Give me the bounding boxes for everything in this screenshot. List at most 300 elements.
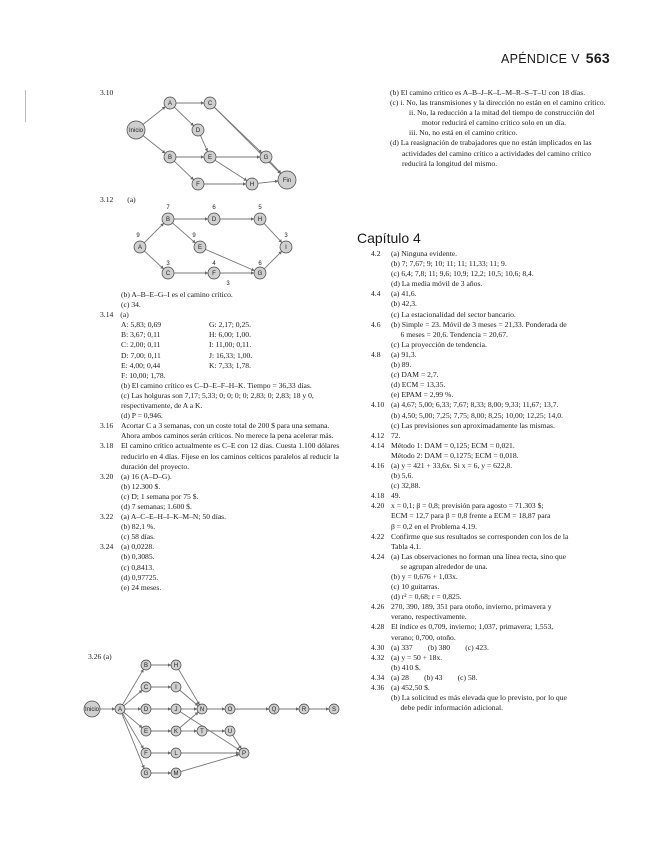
activity-time: B: 3,67; 0,11	[121, 330, 161, 340]
problem-number	[371, 481, 391, 491]
problem-number	[371, 299, 391, 309]
problem-number	[371, 633, 391, 643]
arrow-head	[168, 751, 171, 755]
network-node	[171, 768, 181, 778]
chapter-4-line	[371, 390, 611, 400]
chapter-4-line	[371, 622, 611, 632]
problem-3-14-d: (d) P = 0,946.	[121, 411, 163, 421]
problem-3-14-a: (a)	[120, 310, 129, 320]
problem-number: 4.24	[371, 551, 385, 561]
chapter-4-line	[371, 451, 611, 461]
problem-3-14-label: 3.14	[100, 310, 114, 320]
answer-text: (b) 89.	[391, 360, 412, 370]
activity-times-table	[100, 320, 340, 370]
activity-time: I: 11,00; 0,11.	[209, 340, 252, 350]
network-node	[171, 704, 181, 714]
page-number: 563	[585, 50, 610, 66]
answer-text: (d) La media móvil de 3 años.	[391, 279, 483, 289]
chapter-4-line	[371, 310, 611, 320]
node-label: M	[173, 771, 179, 778]
answer-text: (c) 32,88.	[391, 481, 421, 491]
arrow-head	[201, 101, 204, 105]
network-node	[260, 151, 272, 163]
chapter-4-line	[371, 582, 611, 592]
answer-text: Método 1: DAM = 0,125; ECM = 0,021.	[391, 440, 515, 450]
left-text-block	[100, 290, 340, 593]
arrow-head	[168, 729, 171, 733]
network-node	[254, 213, 266, 225]
node-label: C	[207, 101, 213, 108]
arrow-head	[266, 707, 269, 711]
activity-time: G: 2,17; 0,25.	[209, 320, 251, 330]
problem-number	[371, 330, 391, 340]
problem-number	[371, 259, 391, 269]
problem-3-24-item: (d) 0,97725.	[121, 572, 159, 582]
problem-3-20-item: (d) 7 semanas; 1.600 $.	[121, 501, 192, 511]
network-diagram-3-10	[120, 92, 300, 192]
activity-duration: 9	[136, 233, 140, 239]
problem-number: 4.12	[371, 430, 385, 440]
problem-3-26-label: 3.26 (a)	[88, 652, 112, 661]
arrow-head	[251, 271, 254, 275]
arrow-head	[257, 155, 260, 159]
answer-text: (d) ECM = 13,35.	[391, 380, 446, 390]
problem-number	[371, 582, 391, 592]
arrow-head	[243, 182, 246, 186]
node-label: F	[196, 182, 200, 189]
problem-3-24-item: (b) 0,3085.	[121, 552, 155, 562]
chapter-4-line	[371, 673, 611, 683]
answer-text: (b) y = 0,676 + 1,03x.	[391, 572, 458, 581]
network-node	[197, 704, 207, 714]
answer-text: (b) Simple = 23. Móvil de 3 meses = 21,33. Ponderada de	[391, 319, 567, 329]
chapter-4-line	[371, 491, 611, 501]
answer-text: (b) 7; 7,67; 9; 10; 11; 11; 11,33; 11; 9.	[391, 259, 507, 269]
node-label: P	[241, 751, 247, 758]
network-node	[208, 213, 220, 225]
chapter-4-line	[371, 501, 611, 511]
chapter-4-line	[371, 542, 611, 552]
answer-text: ECM = 12,7 para β = 0,8 frente a ECM = 18,87 para	[391, 511, 551, 521]
node-label: I	[285, 245, 287, 252]
answer-text: (c) La estacionalidad del sector bancario.	[391, 309, 516, 319]
activity-time: K: 7,33; 1,78.	[209, 360, 251, 370]
arrow-head	[236, 754, 239, 757]
network-edge	[144, 223, 164, 243]
problem-number: 4.18	[371, 491, 385, 501]
answer-3-26-d: (d) La reasignación de trabajadores que no están implicados en las actividades del camino crítico a actividades del camino crítico reducirá la longitud del mismo.	[390, 138, 592, 168]
activity-times-row	[121, 320, 340, 330]
arrow-head	[112, 707, 115, 711]
problem-number: 4.20	[371, 501, 385, 511]
node-label: B	[167, 155, 173, 162]
chapter-4-line	[371, 633, 611, 643]
chapter-4-line	[371, 330, 611, 340]
problem-3-24-item: (e) 24 meses.	[121, 582, 162, 592]
node-label: D	[143, 707, 149, 714]
problem-number	[371, 612, 391, 622]
network-node	[208, 267, 220, 279]
node-label: B	[143, 663, 149, 670]
problem-3-24-item: (c) 0,8413.	[121, 562, 155, 572]
problem-3-24-item: (a) 0,0228.	[121, 542, 155, 552]
activity-duration: 6	[212, 205, 216, 211]
network-edge	[144, 251, 163, 269]
answer-text: (b) 42,3.	[391, 299, 417, 309]
node-label: R	[301, 707, 307, 714]
chapter-4-line	[371, 269, 611, 279]
network-node	[162, 267, 174, 279]
problem-3-24-label: 3.24	[100, 542, 114, 552]
activity-duration: 9	[192, 233, 196, 239]
chapter-4-line	[371, 703, 611, 713]
activity-times-row	[121, 340, 340, 350]
problem-number	[371, 522, 391, 532]
answer-text: (a) Las observaciones no forman una línea recta, sino que	[391, 551, 567, 561]
chapter-4-line	[371, 340, 611, 350]
answer-text: (a) Ninguna evidente.	[391, 249, 457, 258]
network-node	[329, 704, 339, 714]
activity-times-row	[121, 361, 340, 371]
problem-3-20-item: (c) D; 1 semana por 75 $.	[121, 491, 199, 501]
chapter-4-line	[371, 350, 611, 360]
problem-3-16	[100, 421, 340, 441]
chapter-4-line	[371, 360, 611, 370]
arrow-head	[205, 217, 208, 221]
node-label: A	[117, 707, 123, 714]
network-edge	[123, 669, 144, 704]
node-label: H	[249, 182, 255, 189]
network-diagram-3-26	[84, 656, 354, 781]
chapter-4-line	[371, 612, 611, 622]
node-label: F	[144, 751, 148, 758]
answer-text: (c) 6,4; 7,8; 11; 9,6; 10,9; 12,2; 10,5; 10,6; 8,4.	[391, 269, 534, 279]
arrow-head	[168, 685, 171, 689]
activity-duration: 3	[166, 261, 170, 267]
problem-3-12-label: 3.12	[100, 195, 114, 204]
problem-number	[371, 421, 391, 431]
node-label: Q	[271, 707, 277, 714]
problem-3-10-label: 3.10	[100, 88, 114, 97]
answer-text: (a) 4,67; 5,00; 6,33; 7,67; 8,33; 8,00; 9,33; 11,67; 13,7.	[391, 400, 559, 410]
problem-3-12-label-row	[100, 195, 136, 205]
node-label: H	[257, 217, 263, 224]
problem-number: 4.30	[371, 642, 385, 652]
network-node	[246, 178, 258, 190]
answer-text: (a) 337 (b) 380 (c) 423.	[391, 642, 489, 652]
node-label: Inicio	[84, 707, 100, 714]
chapter-4-line	[371, 471, 611, 481]
answer-text: 49.	[391, 491, 401, 501]
problem-number: 4.36	[371, 683, 385, 693]
problem-number	[371, 451, 391, 461]
chapter-4-line	[371, 461, 611, 471]
problem-3-20-label: 3.20	[100, 471, 114, 481]
network-node	[171, 726, 181, 736]
node-label: A	[167, 101, 173, 108]
arrow-head	[326, 707, 329, 711]
chapter-4-line	[371, 289, 611, 299]
network-edge	[179, 669, 200, 704]
network-node	[171, 682, 181, 692]
problem-3-20-list	[121, 472, 198, 512]
chapter-4-line	[371, 572, 611, 582]
problem-3-14-b: (b) El camino crítico es C–D–E–F–H–K. Tiempo = 36,33 días.	[121, 380, 312, 390]
network-node	[254, 267, 266, 279]
chapter-4-line	[371, 431, 611, 441]
problem-number	[371, 542, 391, 552]
answer-text: (b) 4,50; 5,00; 7,25; 7,75; 8,00; 8,25; 10,00; 12,25; 14,0.	[391, 410, 563, 420]
network-edge	[143, 107, 165, 125]
arrow-head	[168, 771, 171, 775]
network-node	[141, 682, 151, 692]
node-label: E	[207, 155, 213, 162]
problem-3-24	[100, 542, 340, 592]
answer-text: (e) EPAM = 2,99 %.	[391, 390, 454, 400]
problem-3-22	[100, 512, 340, 542]
network-node	[171, 748, 181, 758]
chapter-4-line	[371, 249, 611, 259]
network-node	[192, 124, 204, 136]
activity-time: E: 4,00; 0,44	[121, 360, 161, 370]
network-edge	[143, 136, 165, 154]
node-label: G	[263, 155, 269, 162]
chapter-4-line	[371, 592, 611, 602]
problem-3-12-b: (b) A–B–E–G–I es el camino crítico.	[121, 290, 233, 299]
problem-3-22-item: (b) 82,1 %.	[121, 522, 156, 532]
answer-text: Método 2: DAM = 0,1275; ECM = 0,018.	[391, 450, 519, 460]
activity-duration: 3	[226, 281, 230, 287]
problem-3-20	[100, 472, 340, 512]
answer-text: (a) y = 421 + 33,6x. Si x = 6, y = 622,8.	[391, 460, 513, 470]
activity-duration: 3	[284, 233, 288, 239]
network-node	[171, 660, 181, 670]
answer-text: El índice es 0,709, invierno; 1,037, primavera; 1,553,	[391, 622, 554, 632]
problem-number: 4.22	[371, 531, 385, 541]
answer-text: (c) 10 guitarras.	[391, 582, 440, 592]
answer-text: Confirme que sus resultados se corresponden con los de la	[391, 531, 569, 541]
arrow-head	[205, 271, 208, 275]
problem-number	[371, 340, 391, 350]
problem-number	[371, 411, 391, 421]
problem-number	[371, 693, 391, 703]
chapter-heading: Capítulo 4	[357, 230, 421, 246]
problem-3-22-item: (c) 58 días.	[121, 532, 155, 542]
node-label: E	[197, 245, 203, 252]
answer-text: (d) r² = 0,68; r = 0,825.	[391, 592, 462, 602]
answer-3-26-c-iii: iii. No, no está en el camino crítico.	[409, 128, 518, 138]
answer-text: (c) La proyección de tendencia.	[391, 339, 487, 349]
chapter-4-line	[371, 441, 611, 451]
problem-number	[371, 269, 391, 279]
network-node	[134, 241, 146, 253]
node-label: H	[173, 663, 179, 670]
network-node	[299, 704, 309, 714]
network-node	[194, 241, 206, 253]
node-label: C	[165, 271, 171, 278]
node-label: U	[227, 729, 233, 736]
activity-time: C: 2,00; 0,11	[121, 340, 161, 350]
node-label: K	[173, 729, 179, 736]
answer-text: se agrupan alrededor de una.	[391, 561, 488, 571]
problem-number	[371, 360, 391, 370]
activity-time: A: 5,83; 0,69	[121, 320, 162, 330]
answer-text: x = 0,1; β = 0,8; previsión para agosto = 71.303 $;	[391, 501, 544, 511]
answer-text: (b) 5,6.	[391, 471, 414, 481]
network-node	[141, 768, 151, 778]
margin-rule	[25, 90, 26, 122]
problem-number	[371, 471, 391, 481]
problem-number: 4.4	[371, 289, 381, 299]
problem-number: 4.34	[371, 672, 385, 682]
problem-3-18-text: El camino crítico actualmente es C–E con 12 días. Cuesta 1.100 dólares reducirlo en 4 días. Fíjese en los caminos celticos paralelos al reducir la duración del proyecto.	[121, 441, 340, 471]
arrow-head	[138, 707, 141, 711]
node-label: G	[257, 271, 263, 278]
problem-number	[371, 703, 391, 713]
node-label: D	[211, 217, 217, 224]
answer-text: 6 meses = 20,6. Tendencia = 20,67.	[391, 329, 508, 339]
arrow-head	[194, 729, 197, 733]
answer-text: (c) DAM = 2,7.	[391, 370, 439, 380]
node-label: B	[165, 217, 171, 224]
network-node	[239, 748, 249, 758]
node-label: D	[195, 128, 201, 135]
network-node	[204, 151, 216, 163]
network-node	[269, 704, 279, 714]
network-node	[164, 151, 176, 163]
network-edge	[181, 754, 239, 771]
network-edge	[174, 107, 193, 126]
arrow-head	[168, 707, 171, 711]
problem-3-14-row	[100, 310, 340, 320]
chapter-4-line	[371, 259, 611, 269]
problem-number	[371, 279, 391, 289]
problem-3-12-c: (c) 34.	[121, 300, 141, 310]
network-node	[141, 748, 151, 758]
network-edge	[122, 714, 144, 769]
problem-number: 4.6	[371, 319, 381, 329]
problem-3-22-list	[121, 512, 226, 542]
chapter-4-line	[371, 532, 611, 542]
problem-number	[371, 390, 391, 400]
problem-3-22-label: 3.22	[100, 512, 114, 522]
activity-time: J: 16,33; 1,00.	[209, 350, 253, 360]
arrow-head	[194, 707, 197, 711]
problem-number	[371, 370, 391, 380]
network-edge	[180, 712, 198, 728]
answer-text: (b) 410 $.	[391, 662, 421, 672]
problem-number: 4.2	[371, 249, 381, 258]
node-label: E	[143, 729, 149, 736]
answer-text: (a) y = 50 + 18x.	[391, 652, 443, 662]
problem-number	[371, 310, 391, 320]
chapter-4-line	[371, 522, 611, 532]
problem-3-12-a: (a)	[127, 195, 136, 204]
activity-times-row	[121, 330, 340, 340]
answer-text: (a) 452,50 $.	[391, 683, 430, 693]
network-edge	[258, 181, 278, 183]
problem-3-18	[100, 441, 340, 471]
chapter-4-line	[371, 380, 611, 390]
right-column-top	[390, 88, 610, 169]
problem-3-14-c: (c) Las holguras son 7,17; 5,33; 0; 0; 0; 0; 2,83; 0; 2,83; 18 y 0, respectivamente, de A a K.	[121, 390, 314, 411]
answer-text: (a) 28 (b) 43 (c) 58.	[391, 672, 478, 682]
node-label: S	[331, 707, 337, 714]
node-label: G	[143, 771, 149, 778]
node-label: Fin	[282, 178, 292, 185]
network-diagram-3-12	[128, 205, 303, 285]
chapter-4-line	[371, 411, 611, 421]
activity-duration: 7	[166, 205, 170, 211]
problem-3-24-list	[121, 542, 161, 592]
network-node	[162, 213, 174, 225]
network-edge	[264, 223, 282, 242]
problem-number	[371, 592, 391, 602]
network-node	[127, 121, 145, 139]
answer-text: 72.	[391, 430, 401, 440]
network-edge	[214, 107, 280, 173]
problem-3-20-item: (b) 12.300 $.	[121, 481, 161, 491]
network-node	[225, 704, 235, 714]
problem-number	[371, 511, 391, 521]
network-edge	[215, 160, 247, 181]
problem-3-16-label: 3.16	[100, 421, 114, 431]
problem-3-16-text: Acortar C a 3 semanas, con un coste total de 200 $ para una semana. Ahora ambos caminos serán críticos. No merece la pena acelerar más.	[121, 421, 334, 441]
network-node	[84, 701, 100, 717]
arrow-head	[222, 707, 225, 711]
chapter-4-line	[371, 693, 611, 703]
answer-text: verano, respectivamente.	[391, 612, 467, 622]
arrow-head	[201, 155, 204, 159]
answer-3-26-b: (b) El camino crítico es A–B–J–K–L–M–R–S–T–U con 18 días.	[390, 88, 586, 97]
network-node	[141, 726, 151, 736]
node-label: J	[174, 707, 178, 714]
node-label: T	[200, 729, 204, 736]
node-label: Inicio	[128, 128, 144, 135]
chapter-4-line	[371, 481, 611, 491]
chapter-4-line	[371, 683, 611, 693]
chapter-4-line	[371, 299, 611, 309]
problem-number	[371, 562, 391, 572]
problem-3-22-item: (a) A–C–E–H–I–K–M–N; 50 días.	[121, 512, 227, 522]
problem-number	[371, 380, 391, 390]
chapter-4-answers	[371, 249, 611, 713]
running-header	[501, 50, 610, 66]
answer-text: debe pedir información adicional.	[391, 703, 503, 713]
arrow-head	[296, 707, 299, 711]
network-node	[164, 97, 176, 109]
answer-3-26-c-i: (c) i. No, las transmisiones y la dirección no están en el camino crítico.	[390, 98, 606, 108]
answer-text: 270, 390, 189, 351 para otoño, invierno, primavera y	[391, 602, 552, 612]
network-node	[280, 241, 292, 253]
answer-text: (c) Las previsiones son aproximadamente las mismas.	[391, 420, 555, 430]
activity-time-f: F: 10,00; 1,78.	[121, 370, 166, 380]
activity-time: D: 7,00; 0,11	[121, 350, 161, 360]
problem-number: 4.10	[371, 400, 385, 410]
problem-3-20-item: (a) 16 (A–D–G).	[121, 471, 172, 481]
answer-text: β = 0,2 en el Problema 4.19.	[391, 521, 477, 531]
network-node	[225, 726, 235, 736]
chapter-4-line	[371, 320, 611, 330]
network-node	[197, 726, 207, 736]
arrow-head	[222, 729, 225, 733]
network-edge	[174, 161, 193, 180]
node-label: N	[199, 707, 205, 714]
node-label: O	[227, 707, 233, 714]
chapter-4-line	[371, 663, 611, 673]
activity-duration: 5	[258, 205, 262, 211]
chapter-4-line	[371, 511, 611, 521]
